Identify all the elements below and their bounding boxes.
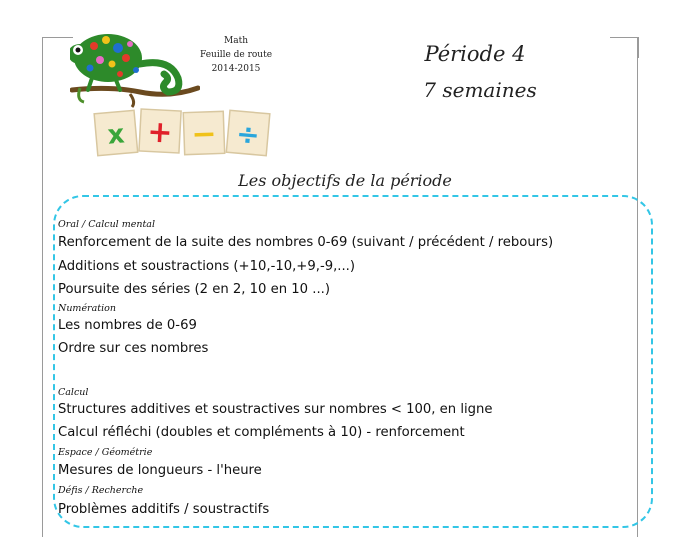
calcul-heading: Calcul xyxy=(58,387,89,398)
period-title: Période 4 xyxy=(424,42,526,66)
defis-item-1: Problèmes additifs / soustractifs xyxy=(58,502,270,517)
subject-label: Math xyxy=(224,36,248,46)
calcul-item-2: Calcul réfléchi (doubles et compléments à 10) - renforcement xyxy=(58,425,465,440)
oral-heading: Oral / Calcul mental xyxy=(58,219,156,230)
numeration-item-1: Les nombres de 0-69 xyxy=(58,318,197,333)
plus-symbol: + xyxy=(146,114,174,151)
sheet-label: Feuille de route xyxy=(199,50,273,60)
geometrie-item-1: Mesures de longueurs - l'heure xyxy=(58,463,262,478)
oral-item-3: Poursuite des séries (2 en 2, 10 en 10 ...) xyxy=(58,282,330,297)
plus-card xyxy=(139,109,181,153)
page-border-left xyxy=(42,37,43,537)
objectives-title: Les objectifs de la période xyxy=(238,171,452,190)
numeration-heading: Numération xyxy=(58,303,116,314)
weeks-label: 7 semaines xyxy=(423,78,537,102)
multiply-card xyxy=(94,110,138,155)
oral-item-2: Additions et soustractions (+10,-10,+9,-9,...) xyxy=(58,259,356,274)
defis-heading: Défis / Recherche xyxy=(58,485,144,496)
geometrie-heading: Espace / Géométrie xyxy=(58,447,153,458)
school-year: 2014-2015 xyxy=(211,64,261,74)
divide-card xyxy=(226,110,270,155)
oral-item-1: Renforcement de la suite des nombres 0-69 (suivant / précédent / rebours) xyxy=(58,235,554,250)
minus-card xyxy=(183,111,224,154)
operation-cards xyxy=(92,106,272,162)
minus-symbol: − xyxy=(190,116,218,153)
divide-symbol: ÷ xyxy=(234,117,262,152)
numeration-item-2: Ordre sur ces nombres xyxy=(58,341,209,356)
multiply-symbol: x xyxy=(106,119,126,151)
page-corner-top-right xyxy=(610,37,639,58)
page-corner-top-left xyxy=(42,37,73,58)
calcul-item-1: Structures additives et soustractives sur nombres < 100, en ligne xyxy=(58,402,493,417)
